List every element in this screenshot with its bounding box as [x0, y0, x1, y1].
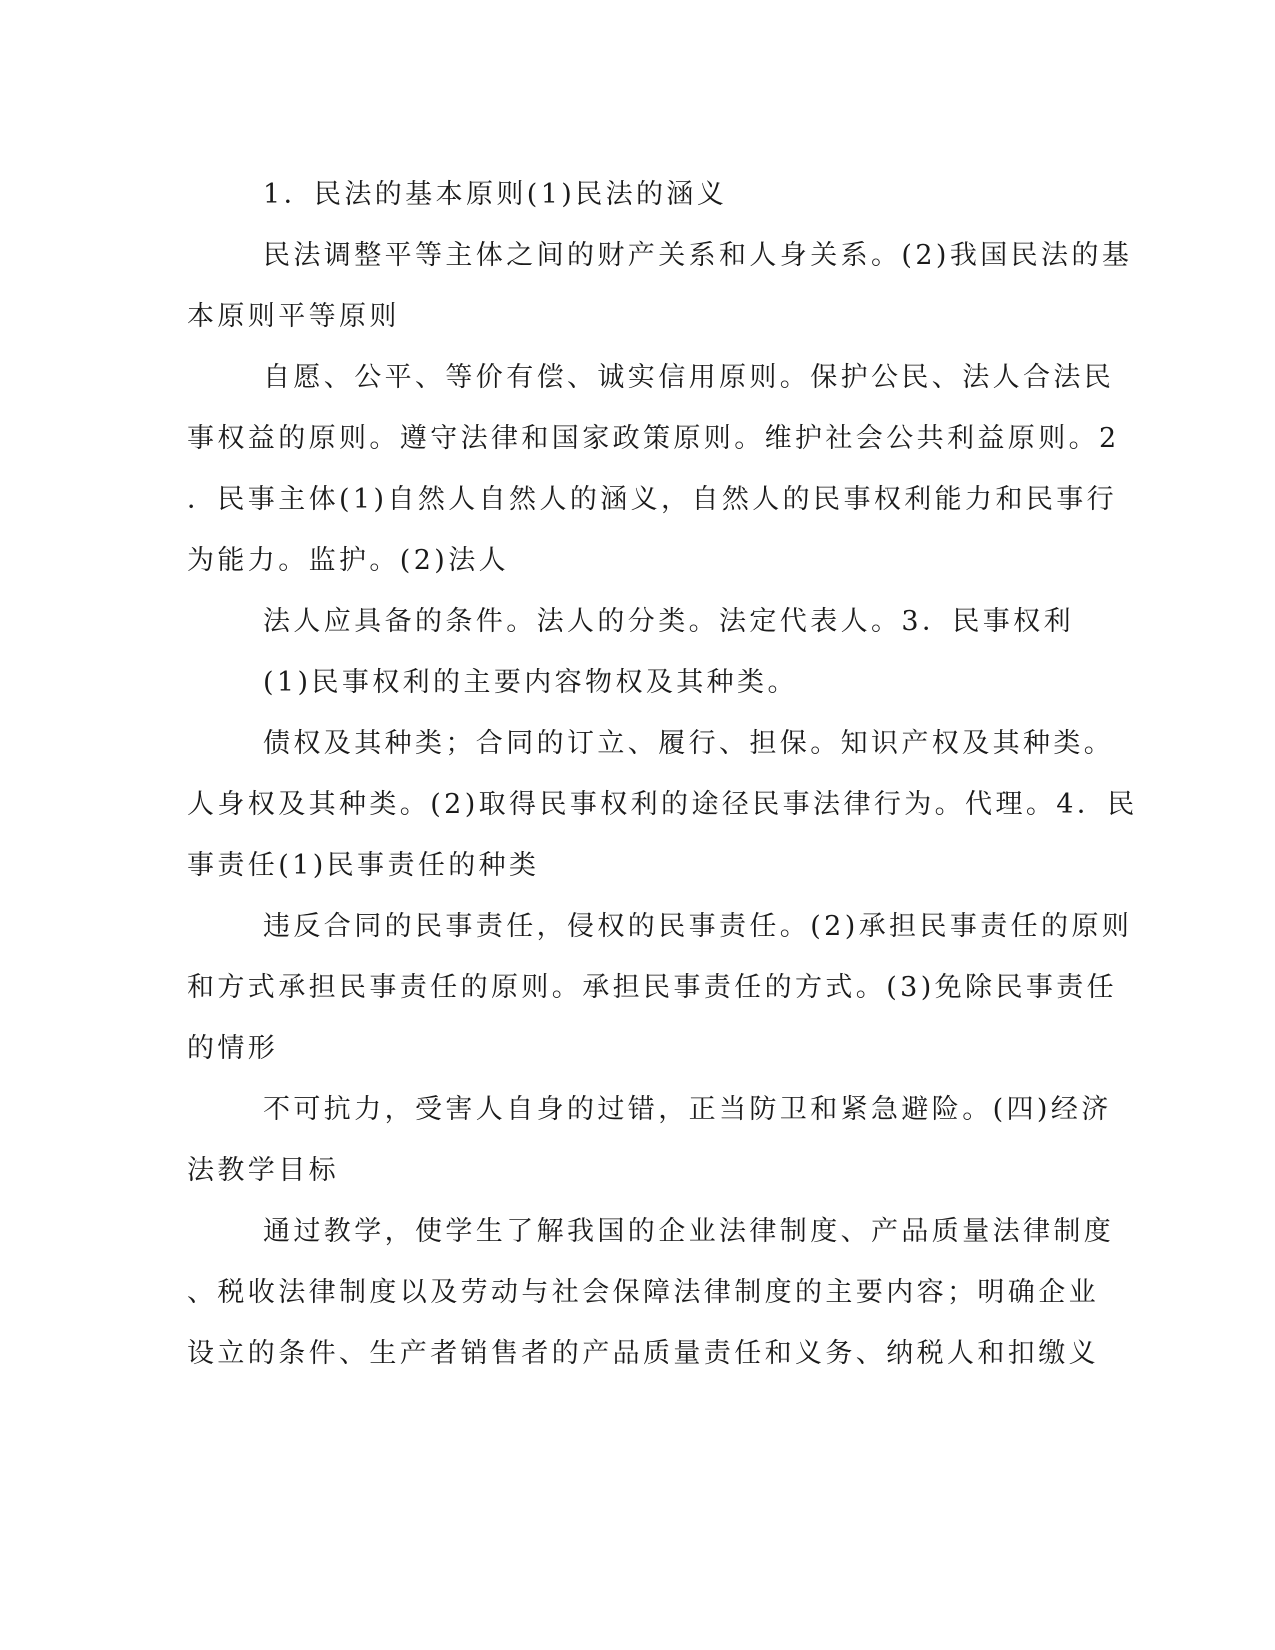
text-line: 债权及其种类；合同的订立、履行、担保。知识产权及其种类。: [263, 728, 1115, 759]
text-line: 事责任(1)民事责任的种类: [187, 850, 540, 881]
text-line: 民法调整平等主体之间的财产关系和人身关系。(2)我国民法的基: [263, 240, 1133, 271]
text-line: 设立的条件、生产者销售者的产品质量责任和义务、纳税人和扣缴义: [187, 1338, 1099, 1369]
text-line: 不可抗力，受害人自身的过错，正当防卫和紧急避险。(四)经济: [263, 1094, 1112, 1125]
text-line: 通过教学，使学生了解我国的企业法律制度、产品质量法律制度: [263, 1216, 1115, 1247]
text-line: 为能力。监护。(2)法人: [187, 545, 510, 576]
text-line: 和方式承担民事责任的原则。承担民事责任的方式。(3)免除民事责任: [187, 972, 1118, 1003]
text-line: 法教学目标: [187, 1155, 339, 1186]
text-line: 违反合同的民事责任，侵权的民事责任。(2)承担民事责任的原则: [263, 911, 1133, 942]
text-line: ．民事主体(1)自然人自然人的涵义，自然人的民事权利能力和民事行: [187, 484, 1118, 515]
text-line: 自愿、公平、等价有偿、诚实信用原则。保护公民、法人合法民: [263, 362, 1115, 393]
text-line: (1)民事权利的主要内容物权及其种类。: [263, 667, 798, 698]
document-body: [187, 164, 1138, 1384]
text-line: 法人应具备的条件。法人的分类。法定代表人。3．民事权利: [263, 606, 1074, 637]
text-line: 的情形: [187, 1033, 279, 1064]
text-line: 事权益的原则。遵守法律和国家政策原则。维护社会公共利益原则。2: [187, 423, 1120, 454]
text-line: 1．民法的基本原则(1)民法的涵义: [263, 179, 728, 210]
text-line: 、税收法律制度以及劳动与社会保障法律制度的主要内容；明确企业: [187, 1277, 1099, 1308]
text-line: 人身权及其种类。(2)取得民事权利的途径民事法律行为。代理。4．民: [187, 789, 1138, 820]
text-line: 本原则平等原则: [187, 301, 400, 332]
